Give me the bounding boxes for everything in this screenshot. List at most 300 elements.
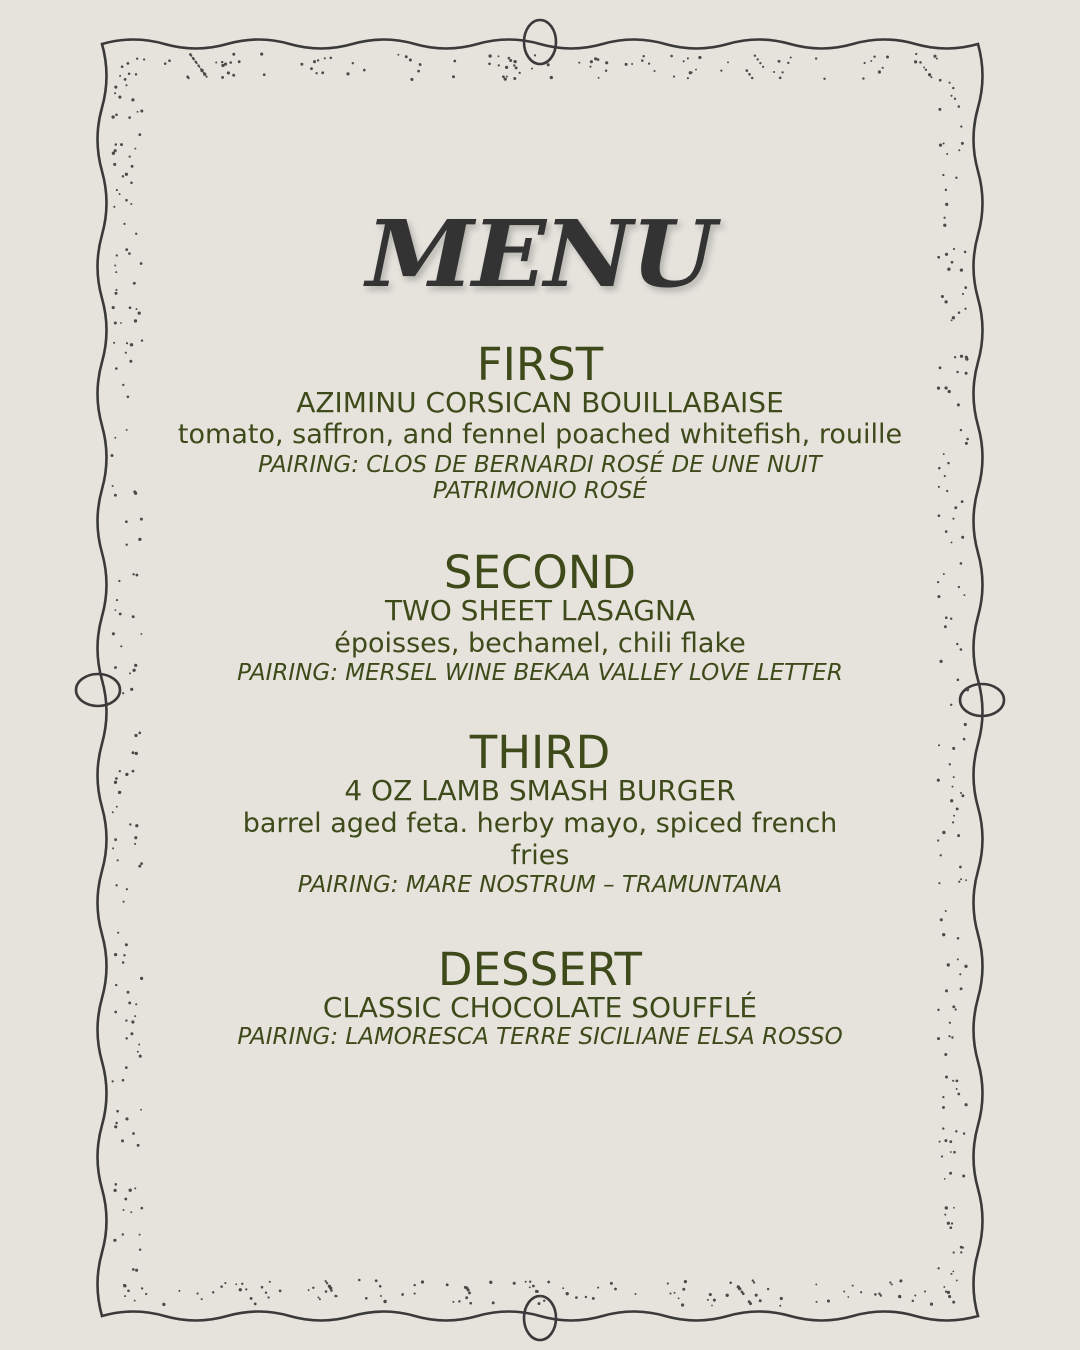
border-dot bbox=[847, 1296, 849, 1298]
border-dot bbox=[114, 92, 116, 94]
border-dot bbox=[941, 1155, 943, 1157]
border-dot bbox=[964, 723, 967, 726]
border-dot bbox=[308, 1289, 310, 1291]
border-dot bbox=[956, 1279, 958, 1281]
border-dot bbox=[631, 63, 633, 65]
border-dot bbox=[914, 60, 917, 63]
border-dot bbox=[951, 1036, 953, 1038]
border-dot bbox=[131, 1020, 134, 1023]
dish-name: CLASSIC CHOCOLATE SOUFFLÉ bbox=[322, 990, 758, 1024]
border-dot bbox=[852, 1285, 854, 1287]
border-dot bbox=[135, 752, 138, 755]
border-dot bbox=[137, 111, 139, 113]
border-dot bbox=[958, 881, 960, 883]
border-dot bbox=[513, 60, 516, 63]
border-dot bbox=[121, 65, 124, 68]
border-dot bbox=[960, 648, 963, 651]
border-dot bbox=[125, 352, 127, 354]
border-dot bbox=[115, 289, 117, 291]
border-dot bbox=[130, 688, 133, 691]
border-dot bbox=[126, 888, 128, 890]
border-dot bbox=[964, 1103, 967, 1106]
border-dot bbox=[130, 1032, 133, 1035]
border-dot bbox=[642, 55, 644, 57]
border-dot bbox=[125, 84, 127, 86]
border-dot bbox=[683, 60, 685, 62]
border-dot bbox=[125, 1019, 127, 1021]
border-dot bbox=[138, 1044, 140, 1046]
border-dot bbox=[269, 1281, 271, 1283]
border-dot bbox=[961, 794, 964, 797]
border-dot bbox=[954, 356, 956, 358]
border-dot bbox=[815, 1283, 817, 1285]
border-dot bbox=[321, 71, 324, 74]
border-dot bbox=[134, 1015, 136, 1017]
border-dot bbox=[498, 55, 500, 57]
course-name: SECOND bbox=[443, 546, 637, 600]
dish-description: barrel aged feta. herby mayo, spiced french fries bbox=[242, 807, 838, 872]
border-dot bbox=[961, 500, 964, 503]
border-dot bbox=[115, 1122, 118, 1125]
border-dot bbox=[401, 1293, 404, 1296]
border-dot bbox=[141, 1287, 143, 1289]
border-dot bbox=[952, 1270, 954, 1272]
border-dot bbox=[949, 1172, 952, 1175]
border-dot bbox=[670, 55, 673, 58]
border-dot bbox=[957, 1093, 960, 1096]
border-dot bbox=[116, 599, 118, 601]
border-dot bbox=[140, 977, 143, 980]
border-dot bbox=[122, 1233, 124, 1235]
border-dot bbox=[946, 490, 948, 492]
border-dot bbox=[330, 57, 333, 60]
border-dot bbox=[952, 1080, 954, 1082]
border-dot bbox=[467, 1288, 470, 1291]
border-dot bbox=[726, 1294, 729, 1297]
border-dot bbox=[937, 581, 939, 583]
border-dot bbox=[753, 1281, 755, 1283]
border-dot bbox=[943, 573, 945, 575]
border-dot bbox=[954, 98, 956, 100]
border-dot bbox=[767, 1288, 769, 1290]
border-dot bbox=[745, 69, 748, 72]
border-dot bbox=[200, 69, 203, 72]
border-dot bbox=[119, 75, 121, 77]
border-dot bbox=[235, 1283, 237, 1285]
border-dot bbox=[695, 69, 697, 71]
border-dot bbox=[124, 78, 127, 81]
border-dot bbox=[508, 57, 511, 60]
border-dot bbox=[319, 1298, 321, 1300]
border-dot bbox=[754, 54, 756, 56]
dish-name: TWO SHEET LASAGNA bbox=[384, 594, 696, 628]
border-dot bbox=[965, 356, 968, 359]
border-dot bbox=[201, 1298, 203, 1300]
border-dot bbox=[543, 1300, 545, 1302]
border-dot bbox=[260, 53, 263, 56]
border-dot bbox=[939, 660, 942, 663]
border-dot bbox=[945, 189, 947, 191]
border-dot bbox=[120, 143, 123, 146]
border-dot bbox=[112, 811, 114, 813]
border-dot bbox=[267, 1296, 269, 1298]
border-dot bbox=[951, 541, 953, 543]
border-dot bbox=[488, 62, 491, 65]
border-dot bbox=[137, 1051, 139, 1053]
border-dot bbox=[140, 633, 142, 635]
border-dot bbox=[140, 518, 143, 521]
border-dot bbox=[129, 155, 131, 157]
border-dot bbox=[232, 53, 235, 56]
border-dot bbox=[749, 1302, 752, 1305]
course-name: FIRST bbox=[476, 338, 604, 391]
border-dot bbox=[939, 1141, 941, 1143]
border-dot bbox=[937, 595, 940, 598]
border-dot bbox=[943, 142, 945, 144]
border-dot bbox=[130, 343, 133, 346]
border-dot bbox=[139, 1248, 141, 1250]
border-dot bbox=[960, 562, 963, 565]
border-dot bbox=[135, 824, 138, 827]
border-dot bbox=[193, 58, 195, 60]
border-dot bbox=[614, 1288, 617, 1291]
border-dot bbox=[945, 1076, 948, 1079]
border-dot bbox=[578, 62, 580, 64]
border-dot bbox=[135, 1269, 138, 1272]
wine-pairing: PAIRING: LAMORESCA TERRE SICILIANE ELSA ROSSO bbox=[237, 1024, 843, 1051]
border-dot bbox=[536, 1290, 539, 1293]
border-dot bbox=[468, 1291, 471, 1294]
border-dot bbox=[129, 306, 132, 309]
border-dot bbox=[960, 878, 962, 880]
border-dot bbox=[964, 286, 967, 289]
border-dot bbox=[190, 55, 192, 57]
border-dot bbox=[687, 77, 689, 79]
border-dot bbox=[625, 63, 628, 66]
border-dot bbox=[529, 1286, 531, 1288]
border-dot bbox=[889, 1281, 891, 1283]
border-dot bbox=[263, 73, 266, 76]
border-dot bbox=[138, 732, 141, 735]
course-name: DESSERT bbox=[437, 942, 643, 996]
border-dot bbox=[197, 1292, 199, 1294]
border-dot bbox=[943, 453, 945, 455]
border-dot bbox=[947, 1222, 950, 1225]
border-dot bbox=[960, 268, 963, 271]
border-dot bbox=[566, 1292, 569, 1295]
border-dot bbox=[940, 854, 942, 856]
border-dot bbox=[729, 1281, 732, 1284]
border-dot bbox=[115, 1183, 118, 1186]
border-dot bbox=[115, 271, 117, 273]
border-dot bbox=[952, 87, 954, 89]
border-dot bbox=[114, 781, 117, 784]
border-dot bbox=[964, 965, 967, 968]
border-dot bbox=[198, 66, 200, 68]
border-dot bbox=[127, 396, 130, 399]
border-dot bbox=[143, 58, 145, 60]
border-dot bbox=[122, 692, 124, 694]
border-dot bbox=[128, 1001, 131, 1004]
border-dot bbox=[947, 963, 950, 966]
border-dot bbox=[963, 1132, 965, 1134]
border-dot bbox=[778, 60, 781, 63]
dish-name: AZIMINU CORSICAN BOUILLABAISE bbox=[296, 386, 784, 419]
border-dot bbox=[132, 1132, 135, 1135]
border-dot bbox=[409, 59, 412, 62]
border-dot bbox=[773, 71, 775, 73]
wine-pairing: PAIRING: CLOS DE BERNARDI ROSÉ DE UNE NUIT PATRIMONIO ROSÉ bbox=[258, 451, 822, 505]
border-dot bbox=[762, 66, 764, 68]
dish-description: époisses, bechamel, chili flake bbox=[334, 627, 746, 659]
border-dot bbox=[317, 59, 319, 61]
border-dot bbox=[531, 68, 533, 70]
border-loop bbox=[76, 674, 120, 706]
border-dot bbox=[958, 311, 961, 314]
border-dot bbox=[140, 1207, 143, 1210]
border-dot bbox=[605, 69, 607, 71]
border-dot bbox=[610, 1282, 613, 1285]
border-dot bbox=[925, 69, 927, 71]
border-dot bbox=[589, 66, 591, 68]
border-dot bbox=[727, 61, 729, 63]
border-dot bbox=[121, 1139, 124, 1142]
border-dot bbox=[196, 62, 198, 64]
border-dot bbox=[667, 1282, 669, 1284]
border-dot bbox=[958, 149, 960, 151]
border-dot bbox=[952, 747, 955, 750]
border-dot bbox=[919, 61, 922, 64]
border-dot bbox=[962, 293, 964, 295]
border-dot bbox=[924, 1290, 926, 1292]
border-dot bbox=[325, 1280, 327, 1282]
border-dot bbox=[221, 61, 223, 63]
border-dot bbox=[939, 366, 942, 369]
border-dot bbox=[953, 1207, 955, 1209]
border-dot bbox=[123, 1209, 125, 1211]
border-dot bbox=[125, 773, 128, 776]
border-dot bbox=[114, 265, 116, 267]
border-dot bbox=[135, 574, 138, 577]
course-dessert bbox=[150, 942, 930, 1051]
border-dot bbox=[114, 86, 117, 89]
border-dot bbox=[125, 1117, 128, 1120]
border-dot bbox=[928, 73, 931, 76]
border-dot bbox=[129, 360, 132, 363]
border-dot bbox=[860, 1291, 862, 1293]
border-dot bbox=[940, 918, 943, 921]
border-dot bbox=[957, 937, 960, 940]
border-dot bbox=[134, 1187, 136, 1189]
border-dot bbox=[949, 1226, 952, 1229]
border-dot bbox=[325, 1290, 328, 1293]
border-dot bbox=[134, 664, 137, 667]
border-dot bbox=[915, 53, 917, 55]
border-dot bbox=[949, 1022, 951, 1024]
border-dot bbox=[952, 316, 955, 319]
border-dot bbox=[206, 76, 208, 78]
course-second bbox=[150, 546, 930, 687]
border-dot bbox=[138, 538, 141, 541]
border-dot bbox=[956, 807, 959, 810]
menu-title: MENU bbox=[365, 200, 714, 308]
border-dot bbox=[751, 77, 754, 80]
border-dot bbox=[874, 1293, 877, 1296]
border-dot bbox=[525, 1281, 527, 1283]
border-dot bbox=[594, 57, 597, 60]
border-dot bbox=[138, 865, 141, 868]
border-dot bbox=[229, 61, 232, 64]
border-dot bbox=[130, 182, 133, 185]
border-dot bbox=[405, 55, 408, 58]
border-dot bbox=[945, 203, 948, 206]
border-dot bbox=[944, 386, 947, 389]
border-dot bbox=[397, 54, 399, 56]
border-dot bbox=[375, 1279, 378, 1282]
border-dot bbox=[951, 319, 953, 321]
border-dot bbox=[329, 1286, 332, 1289]
border-dot bbox=[453, 60, 456, 63]
dish-name: 4 OZ LAMB SMASH BURGER bbox=[344, 774, 736, 808]
border-dot bbox=[113, 1239, 116, 1242]
border-dot bbox=[752, 1279, 754, 1281]
border-dot bbox=[590, 60, 593, 63]
border-dot bbox=[938, 514, 941, 517]
border-dot bbox=[942, 1106, 945, 1109]
border-dot bbox=[960, 1251, 962, 1253]
border-dot bbox=[937, 839, 939, 841]
border-dot bbox=[140, 1109, 142, 1111]
border-dot bbox=[203, 73, 206, 76]
border-dot bbox=[873, 55, 875, 57]
border-dot bbox=[755, 1294, 758, 1297]
border-dot bbox=[125, 1037, 127, 1039]
border-dot bbox=[111, 115, 114, 118]
border-dot bbox=[815, 1301, 817, 1303]
border-dot bbox=[960, 987, 963, 990]
border-dot bbox=[781, 71, 783, 73]
border-dot bbox=[534, 54, 536, 56]
border-dot bbox=[138, 133, 141, 136]
border-dot bbox=[709, 1293, 712, 1296]
border-dot bbox=[945, 616, 948, 619]
border-dot bbox=[575, 1296, 578, 1299]
border-dot bbox=[641, 59, 644, 62]
border-dot bbox=[114, 321, 117, 324]
border-dot bbox=[678, 1297, 680, 1299]
border-dot bbox=[942, 1096, 944, 1098]
border-dot bbox=[950, 704, 952, 706]
border-dot bbox=[114, 1125, 117, 1128]
border-dot bbox=[515, 66, 518, 69]
border-dot bbox=[127, 62, 130, 65]
course-name: THIRD bbox=[469, 726, 611, 780]
border-dot bbox=[125, 199, 128, 202]
border-dot bbox=[452, 1301, 454, 1303]
border-dot bbox=[963, 738, 966, 741]
border-dot bbox=[519, 72, 521, 74]
border-dot bbox=[965, 442, 968, 445]
border-dot bbox=[168, 59, 171, 62]
border-dot bbox=[119, 770, 121, 772]
border-dot bbox=[132, 669, 135, 672]
border-dot bbox=[713, 1299, 716, 1302]
border-dot bbox=[313, 60, 316, 63]
border-dot bbox=[118, 791, 121, 794]
border-dot bbox=[126, 429, 128, 431]
border-dot bbox=[759, 62, 761, 64]
border-dot bbox=[958, 105, 961, 108]
border-dot bbox=[128, 72, 131, 75]
border-dot bbox=[114, 1011, 117, 1014]
border-dot bbox=[946, 153, 948, 155]
dish-description: tomato, saffron, and fennel poached whitefish, rouille bbox=[177, 419, 903, 451]
border-dot bbox=[224, 1282, 226, 1284]
border-dot bbox=[738, 1287, 741, 1290]
border-dot bbox=[950, 617, 952, 619]
border-dot bbox=[346, 72, 349, 75]
border-dot bbox=[952, 786, 954, 788]
border-dot bbox=[113, 342, 115, 344]
border-dot bbox=[365, 1297, 368, 1300]
border-dot bbox=[124, 1295, 126, 1297]
border-dot bbox=[458, 1300, 460, 1302]
border-dot bbox=[506, 76, 508, 78]
border-dot bbox=[352, 62, 354, 64]
border-dot bbox=[134, 148, 136, 150]
border-dot bbox=[933, 55, 936, 58]
border-dot bbox=[529, 1281, 531, 1283]
border-dot bbox=[139, 1055, 142, 1058]
border-dot bbox=[363, 69, 366, 72]
border-dot bbox=[224, 63, 227, 66]
border-dot bbox=[952, 1301, 955, 1304]
border-dot bbox=[944, 625, 947, 628]
border-dot bbox=[827, 1299, 830, 1302]
border-dot bbox=[245, 1288, 247, 1290]
border-dot bbox=[944, 1139, 947, 1142]
border-dot bbox=[956, 643, 958, 645]
border-dot bbox=[944, 1053, 947, 1056]
border-dot bbox=[950, 95, 952, 97]
border-dot bbox=[133, 490, 136, 493]
border-dot bbox=[597, 1287, 599, 1289]
border-dot bbox=[261, 1286, 264, 1289]
border-dot bbox=[945, 910, 947, 912]
border-dot bbox=[145, 1293, 147, 1295]
border-dot bbox=[134, 836, 137, 839]
border-dot bbox=[870, 60, 872, 62]
border-dot bbox=[550, 76, 553, 79]
border-dot bbox=[965, 879, 967, 881]
border-dot bbox=[265, 1291, 267, 1293]
border-dot bbox=[945, 1206, 948, 1209]
border-dot bbox=[547, 1281, 550, 1284]
border-dot bbox=[930, 1303, 933, 1306]
border-dot bbox=[513, 64, 515, 66]
border-dot bbox=[116, 1110, 119, 1113]
border-dot bbox=[509, 59, 512, 62]
border-dot bbox=[317, 1296, 319, 1298]
border-dot bbox=[562, 1287, 564, 1289]
border-dot bbox=[944, 1178, 946, 1180]
border-dot bbox=[417, 70, 420, 73]
border-dot bbox=[498, 64, 500, 66]
border-dot bbox=[127, 991, 130, 994]
border-dot bbox=[956, 1080, 959, 1083]
border-dot bbox=[954, 1008, 956, 1010]
border-dot bbox=[227, 71, 230, 74]
